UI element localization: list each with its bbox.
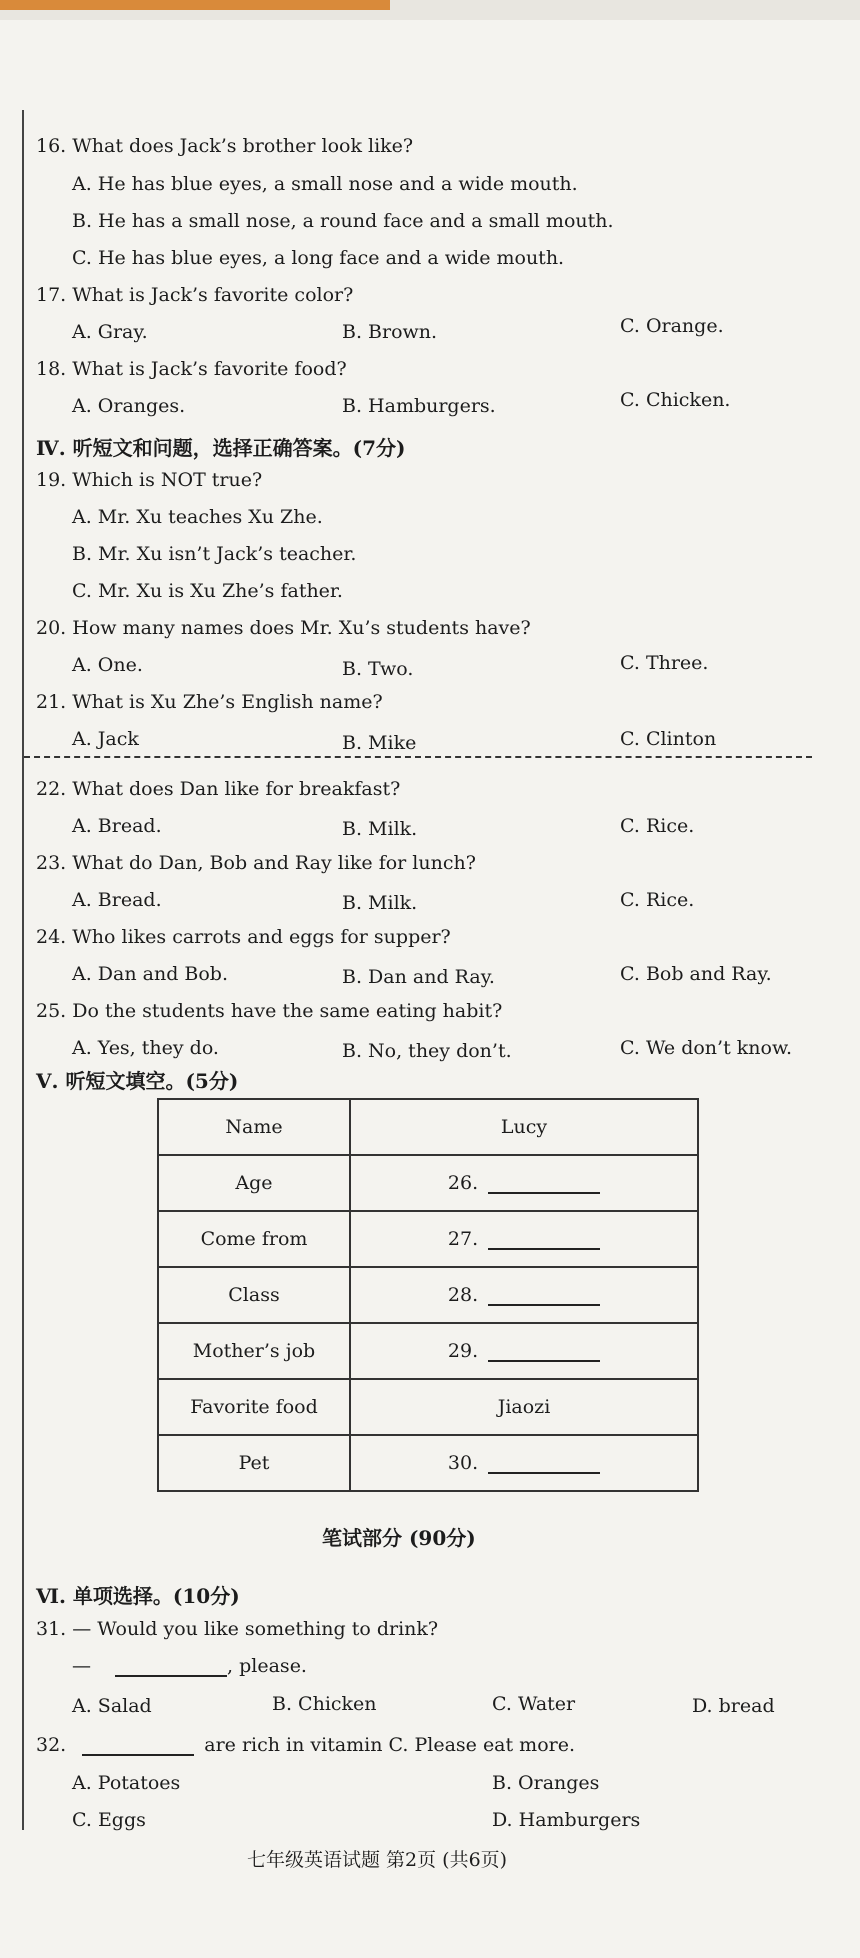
section-4-heading: Ⅳ. 听短文和问题，选择正确答案。(7分): [36, 436, 406, 460]
q16-stem: 16. What does Jack’s brother look like?: [36, 135, 414, 157]
orange-stripe: [0, 0, 390, 10]
q19-option-c: C. Mr. Xu is Xu Zhe’s father.: [72, 580, 343, 602]
q22-stem: 22. What does Dan like for breakfast?: [36, 778, 401, 800]
q19-option-b: B. Mr. Xu isn’t Jack’s teacher.: [72, 543, 357, 565]
table-label: Age: [158, 1155, 350, 1211]
q18-option-b: B. Hamburgers.: [342, 395, 496, 417]
dashed-divider: [24, 756, 812, 758]
q24-stem: 24. Who likes carrots and eggs for supper?: [36, 926, 451, 948]
exam-page: [22, 110, 812, 1871]
q31-option-d: D. bread: [692, 1695, 775, 1717]
table-value: Lucy: [350, 1099, 698, 1155]
q31-option-a: A. Salad: [72, 1695, 152, 1717]
table-row: [158, 1435, 698, 1491]
table-value: [350, 1155, 698, 1211]
q19-option-a: A. Mr. Xu teaches Xu Zhe.: [72, 506, 323, 528]
table-value: Jiaozi: [350, 1379, 698, 1435]
q32-tail: are rich in vitamin C. Please eat more.: [204, 1734, 576, 1756]
q20-option-b: B. Two.: [342, 658, 414, 680]
table-label: Pet: [158, 1435, 350, 1491]
table-label: Class: [158, 1267, 350, 1323]
q17-option-c: C. Orange.: [620, 315, 724, 337]
q20-option-c: C. Three.: [620, 652, 709, 674]
top-edge: [0, 0, 860, 20]
q18-option-c: C. Chicken.: [620, 389, 731, 411]
q18-option-a: A. Oranges.: [72, 395, 186, 417]
table-value: [350, 1435, 698, 1491]
q31-option-c: C. Water: [492, 1693, 576, 1715]
q21-stem: 21. What is Xu Zhe’s English name?: [36, 691, 383, 713]
q22-option-a: A. Bread.: [72, 815, 162, 837]
q32-stem: [36, 1734, 575, 1756]
q23-option-c: C. Rice.: [620, 889, 695, 911]
section-5-heading: Ⅴ. 听短文填空。(5分): [36, 1069, 239, 1093]
answer-blank[interactable]: [488, 1174, 600, 1194]
q25-option-a: A. Yes, they do.: [72, 1037, 219, 1059]
table-label: Name: [158, 1099, 350, 1155]
margin-line: [22, 110, 24, 1830]
q25-option-b: B. No, they don’t.: [342, 1040, 512, 1062]
blank-number: 28.: [447, 1284, 479, 1306]
q20-stem: 20. How many names does Mr. Xu’s students have?: [36, 617, 531, 639]
q32-number: 32.: [36, 1734, 67, 1756]
q18-stem: 18. What is Jack’s favorite food?: [36, 358, 347, 380]
table-row: [158, 1267, 698, 1323]
answer-blank[interactable]: [488, 1342, 600, 1362]
q21-option-a: A. Jack: [72, 728, 139, 750]
q31-line-tail: , please.: [227, 1655, 307, 1677]
q31-dash: —: [72, 1655, 91, 1677]
blank-number: 26.: [447, 1172, 479, 1194]
answer-blank[interactable]: [488, 1230, 600, 1250]
q25-stem: 25. Do the students have the same eating habit?: [36, 1000, 503, 1022]
q24-option-b: B. Dan and Ray.: [342, 966, 495, 988]
q32-option-c: C. Eggs: [72, 1809, 146, 1831]
q16-option-b: B. He has a small nose, a round face and a small mouth.: [72, 210, 614, 232]
table-row: [158, 1155, 698, 1211]
blank-number: 29.: [447, 1340, 479, 1362]
q16-option-a: A. He has blue eyes, a small nose and a wide mouth.: [72, 173, 578, 195]
q24-option-a: A. Dan and Bob.: [72, 963, 229, 985]
written-part-heading: 笔试部分 (90分): [322, 1526, 476, 1550]
q25-option-c: C. We don’t know.: [620, 1037, 792, 1059]
table-value: [350, 1323, 698, 1379]
q31-option-b: B. Chicken: [272, 1693, 377, 1715]
q23-option-a: A. Bread.: [72, 889, 162, 911]
q31-stem: 31. — Would you like something to drink?: [36, 1618, 439, 1640]
q17-option-b: B. Brown.: [342, 321, 438, 343]
q20-option-a: A. One.: [72, 654, 143, 676]
q22-option-c: C. Rice.: [620, 815, 695, 837]
table-label: Come from: [158, 1211, 350, 1267]
info-table: [157, 1098, 699, 1492]
blank-number: 30.: [447, 1452, 479, 1474]
q16-option-c: C. He has blue eyes, a long face and a wide mouth.: [72, 247, 565, 269]
answer-blank[interactable]: [488, 1286, 600, 1306]
q31-blank[interactable]: [115, 1657, 227, 1677]
q23-stem: 23. What do Dan, Bob and Ray like for lunch?: [36, 852, 476, 874]
table-label: Favorite food: [158, 1379, 350, 1435]
table-row: [158, 1211, 698, 1267]
q24-option-c: C. Bob and Ray.: [620, 963, 772, 985]
q32-option-d: D. Hamburgers: [492, 1809, 641, 1831]
blank-number: 27.: [447, 1228, 479, 1250]
table-value: [350, 1267, 698, 1323]
table-row: [158, 1323, 698, 1379]
page-footer: 七年级英语试题 第2页 (共6页): [247, 1849, 508, 1871]
q17-stem: 17. What is Jack’s favorite color?: [36, 284, 354, 306]
q21-option-b: B. Mike: [342, 732, 417, 754]
q32-option-a: A. Potatoes: [72, 1772, 181, 1794]
q22-option-b: B. Milk.: [342, 818, 418, 840]
q32-option-b: B. Oranges: [492, 1772, 600, 1794]
section-6-heading: Ⅵ. 单项选择。(10分): [36, 1584, 240, 1608]
table-label: Mother’s job: [158, 1323, 350, 1379]
q31-answer-line: [72, 1655, 307, 1677]
q19-stem: 19. Which is NOT true?: [36, 469, 263, 491]
table-row: [158, 1379, 698, 1435]
answer-blank[interactable]: [488, 1454, 600, 1474]
table-row: [158, 1099, 698, 1155]
table-value: [350, 1211, 698, 1267]
q21-option-c: C. Clinton: [620, 728, 717, 750]
q17-option-a: A. Gray.: [72, 321, 148, 343]
q32-blank[interactable]: [82, 1736, 194, 1756]
q23-option-b: B. Milk.: [342, 892, 418, 914]
